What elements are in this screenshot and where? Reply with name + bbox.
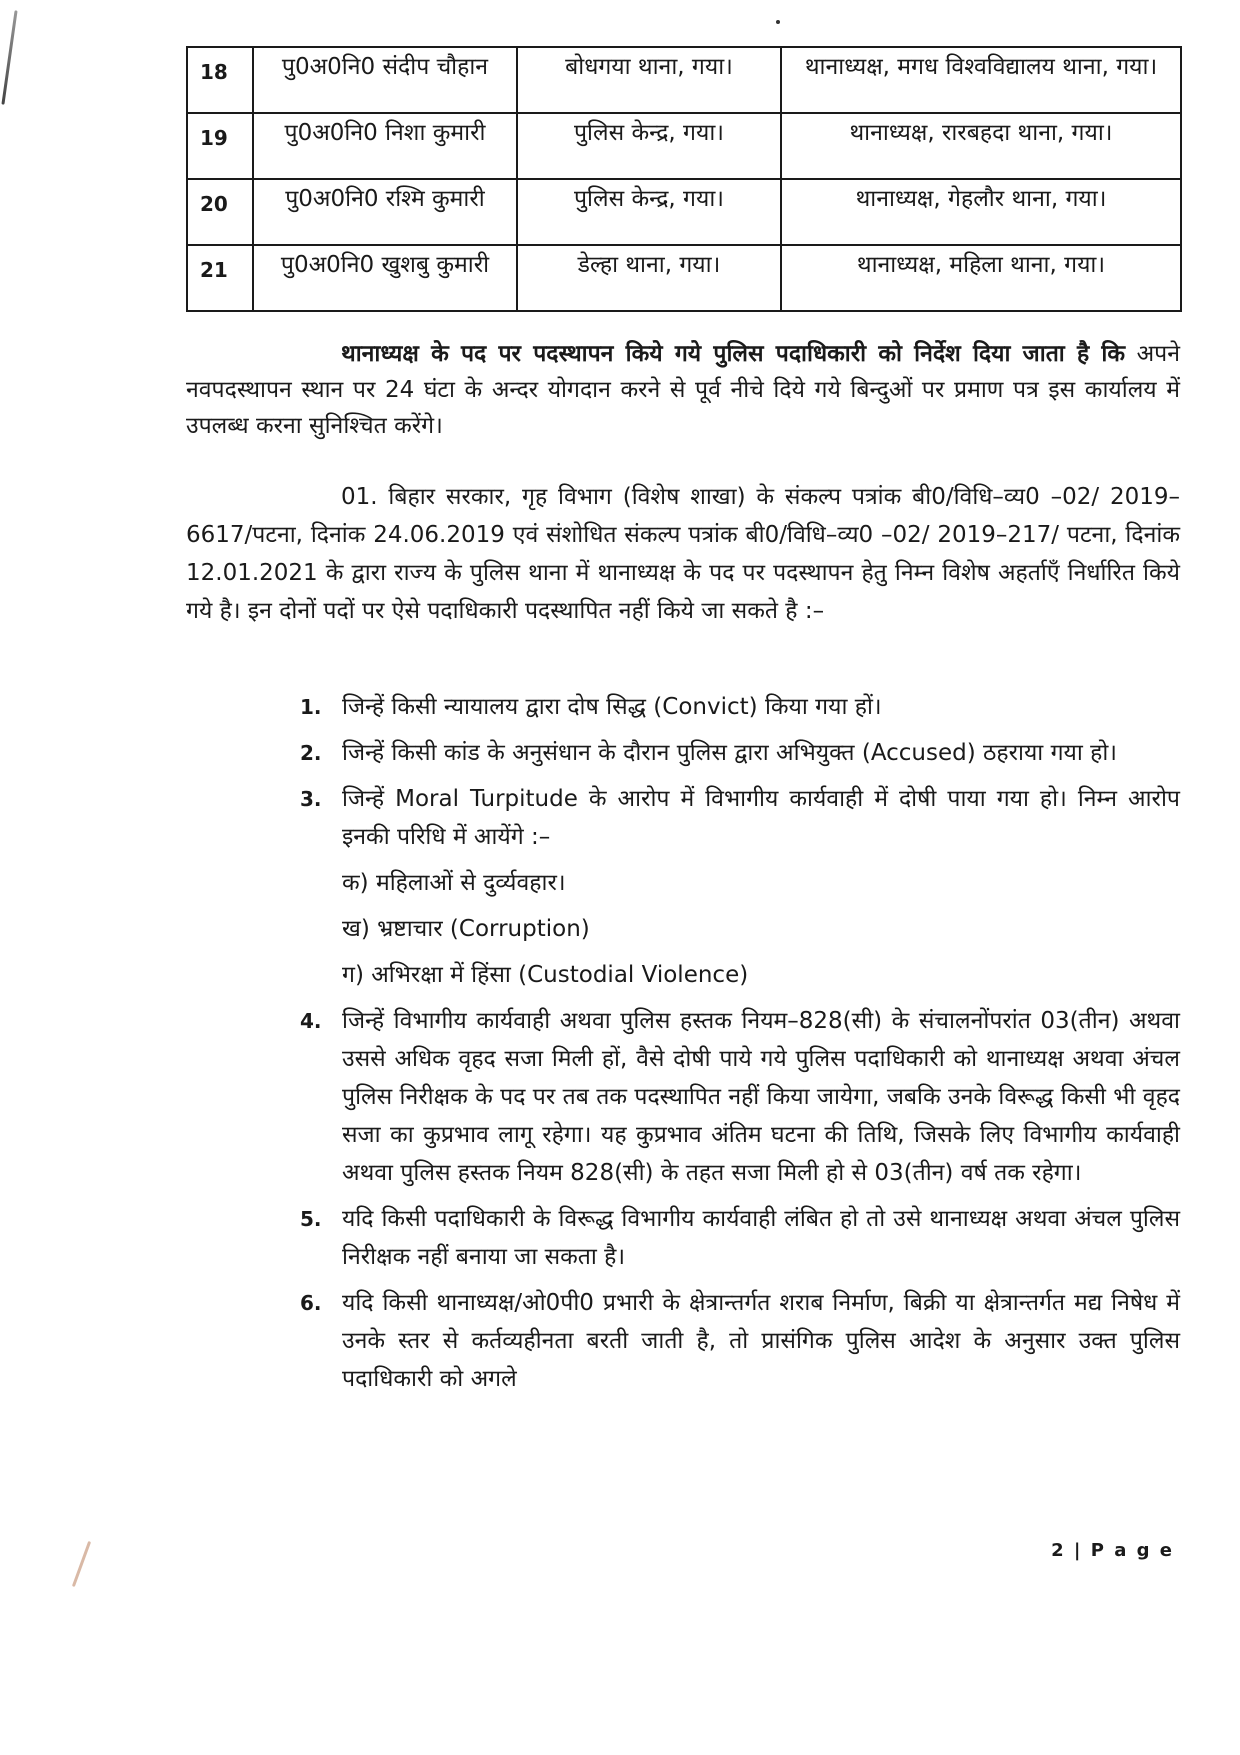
table-row [187,245,1181,311]
list-number: 5. [300,1207,322,1231]
list-item [300,734,1180,772]
officer-name: पु0अ0नि0 खुशबु कुमारी [253,245,517,311]
list-text: जिन्हें किसी कांड के अनुसंधान के दौरान पुलिस द्वारा अभियुक्त (Accused) ठहराया गया हो। [342,740,1118,766]
sub-item: ग) अभिरक्षा में हिंसा (Custodial Violence) [342,962,749,988]
officer-name: पु0अ0नि0 निशा कुमारी [253,113,517,179]
list-text: जिन्हें विभागीय कार्यवाही अथवा पुलिस हस्तक नियम–828(सी) के संचालनोंपरांत 03(तीन) अथवा उससे अधिक वृहद सजा मिली हों, वैसे दोषी पाये गये पुलिस पदाधिकारी को थानाध्यक्ष अथवा अंचल पुलिस निरीक्षक के पद पर तब तक पदस्थापित नहीं किया जायेगा, जबकि उनके विरूद्ध किसी भी वृहद सजा का कुप्रभाव लागू रहेगा। यह कुप्रभाव अंतिम घटना की तिथि, जिसके लिए विभागीय कार्यवाही अथवा पुलिस हस्तक नियम 828(सी) के तहत सजा मिली हो से 03(तीन) वर्ष तक रहेगा। [342,1008,1180,1186]
criteria-list [300,688,1180,1406]
list-text: जिन्हें किसी न्यायालय द्वारा दोष सिद्ध (Convict) किया गया हों। [342,694,882,720]
table-row [187,179,1181,245]
list-item [300,1200,1180,1276]
serial-number: 21 [187,245,253,311]
officer-name: पु0अ0नि0 रश्मि कुमारी [253,179,517,245]
intro-bold-text: थानाध्यक्ष के पद पर पदस्थापन किये गये पुलिस पदाधिकारी को निर्देश दिया जाता है कि [341,341,1126,367]
margin-pen-mark [1,10,17,104]
serial-number: 19 [187,113,253,179]
list-text: जिन्हें Moral Turpitude के आरोप में विभागीय कार्यवाही में दोषी पाया गया हो। निम्न आरोप इनकी परिधि में आयेंगे :– [342,786,1180,850]
paragraph-01: 01. बिहार सरकार, गृह विभाग (विशेष शाखा) के संकल्प पत्रांक बी0/विधि–व्य0 –02/ 2019–6617/पटना, दिनांक 24.06.2019 एवं संशोधित संकल्प पत्रांक बी0/विधि–व्य0 –02/ 2019–217/ पटना, दिनांक 12.01.2021 के द्वारा राज्य के पुलिस थाना में थानाध्यक्ष के पद पर पदस्थापन हेतु निम्न विशेष अहर्ताएँ निर्धारित किये गये है। इन दोनों पदों पर ऐसे पदाधिकारी पदस्थापित नहीं किये जा सकते है :– [186,484,1180,624]
list-item [300,780,1180,994]
list-number: 4. [300,1009,322,1033]
list-number: 3. [300,787,322,811]
current-posting: पुलिस केन्द्र, गया। [517,179,781,245]
list-item [300,1284,1180,1398]
new-posting: थानाध्यक्ष, महिला थाना, गया। [781,245,1181,311]
list-text: यदि किसी पदाधिकारी के विरूद्ध विभागीय कार्यवाही लंबित हो तो उसे थानाध्यक्ष अथवा अंचल पुलिस निरीक्षक नहीं बनाया जा सकता है। [342,1206,1180,1270]
page-number: 2 | P a g e [1051,1540,1174,1561]
list-text: यदि किसी थानाध्यक्ष/ओ0पी0 प्रभारी के क्षेत्रान्तर्गत शराब निर्माण, बिक्री या क्षेत्रान्तर्गत मद्य निषेध में उनके स्तर से कर्तव्यहीनता बरती जाती है, तो प्रासंगिक पुलिस आदेश के अनुसार उक्त पुलिस पदाधिकारी को अगले [342,1290,1180,1392]
list-number: 2. [300,741,322,765]
table-row [187,113,1181,179]
table-row [187,47,1181,113]
list-item [300,1002,1180,1192]
serial-number: 20 [187,179,253,245]
sub-item: क) महिलाओं से दुर्व्यवहार। [342,870,566,896]
current-posting: डेल्हा थाना, गया। [517,245,781,311]
serial-number: 18 [187,47,253,113]
margin-pen-mark-lower [72,1541,91,1587]
list-item [300,688,1180,726]
speck-mark [776,20,780,24]
new-posting: थानाध्यक्ष, रारबहदा थाना, गया। [781,113,1181,179]
list-number: 6. [300,1291,322,1315]
sub-item: ख) भ्रष्टाचार (Corruption) [342,916,590,942]
new-posting: थानाध्यक्ष, गेहलौर थाना, गया। [781,179,1181,245]
new-posting: थानाध्यक्ष, मगध विश्वविद्यालय थाना, गया। [781,47,1181,113]
intro-paragraph [186,336,1180,444]
posting-table [186,46,1182,312]
intro-text: अपने नवपदस्थापन स्थान पर 24 घंटा के अन्दर योगदान करने से पूर्व नीचे दिये गये बिन्दुओं पर प्रमाण पत्र इस कार्यालय में उपलब्ध करना सुनिश्चित करेंगे। [186,341,1180,439]
list-number: 1. [300,695,322,719]
officer-name: पु0अ0नि0 संदीप चौहान [253,47,517,113]
current-posting: पुलिस केन्द्र, गया। [517,113,781,179]
current-posting: बोधगया थाना, गया। [517,47,781,113]
